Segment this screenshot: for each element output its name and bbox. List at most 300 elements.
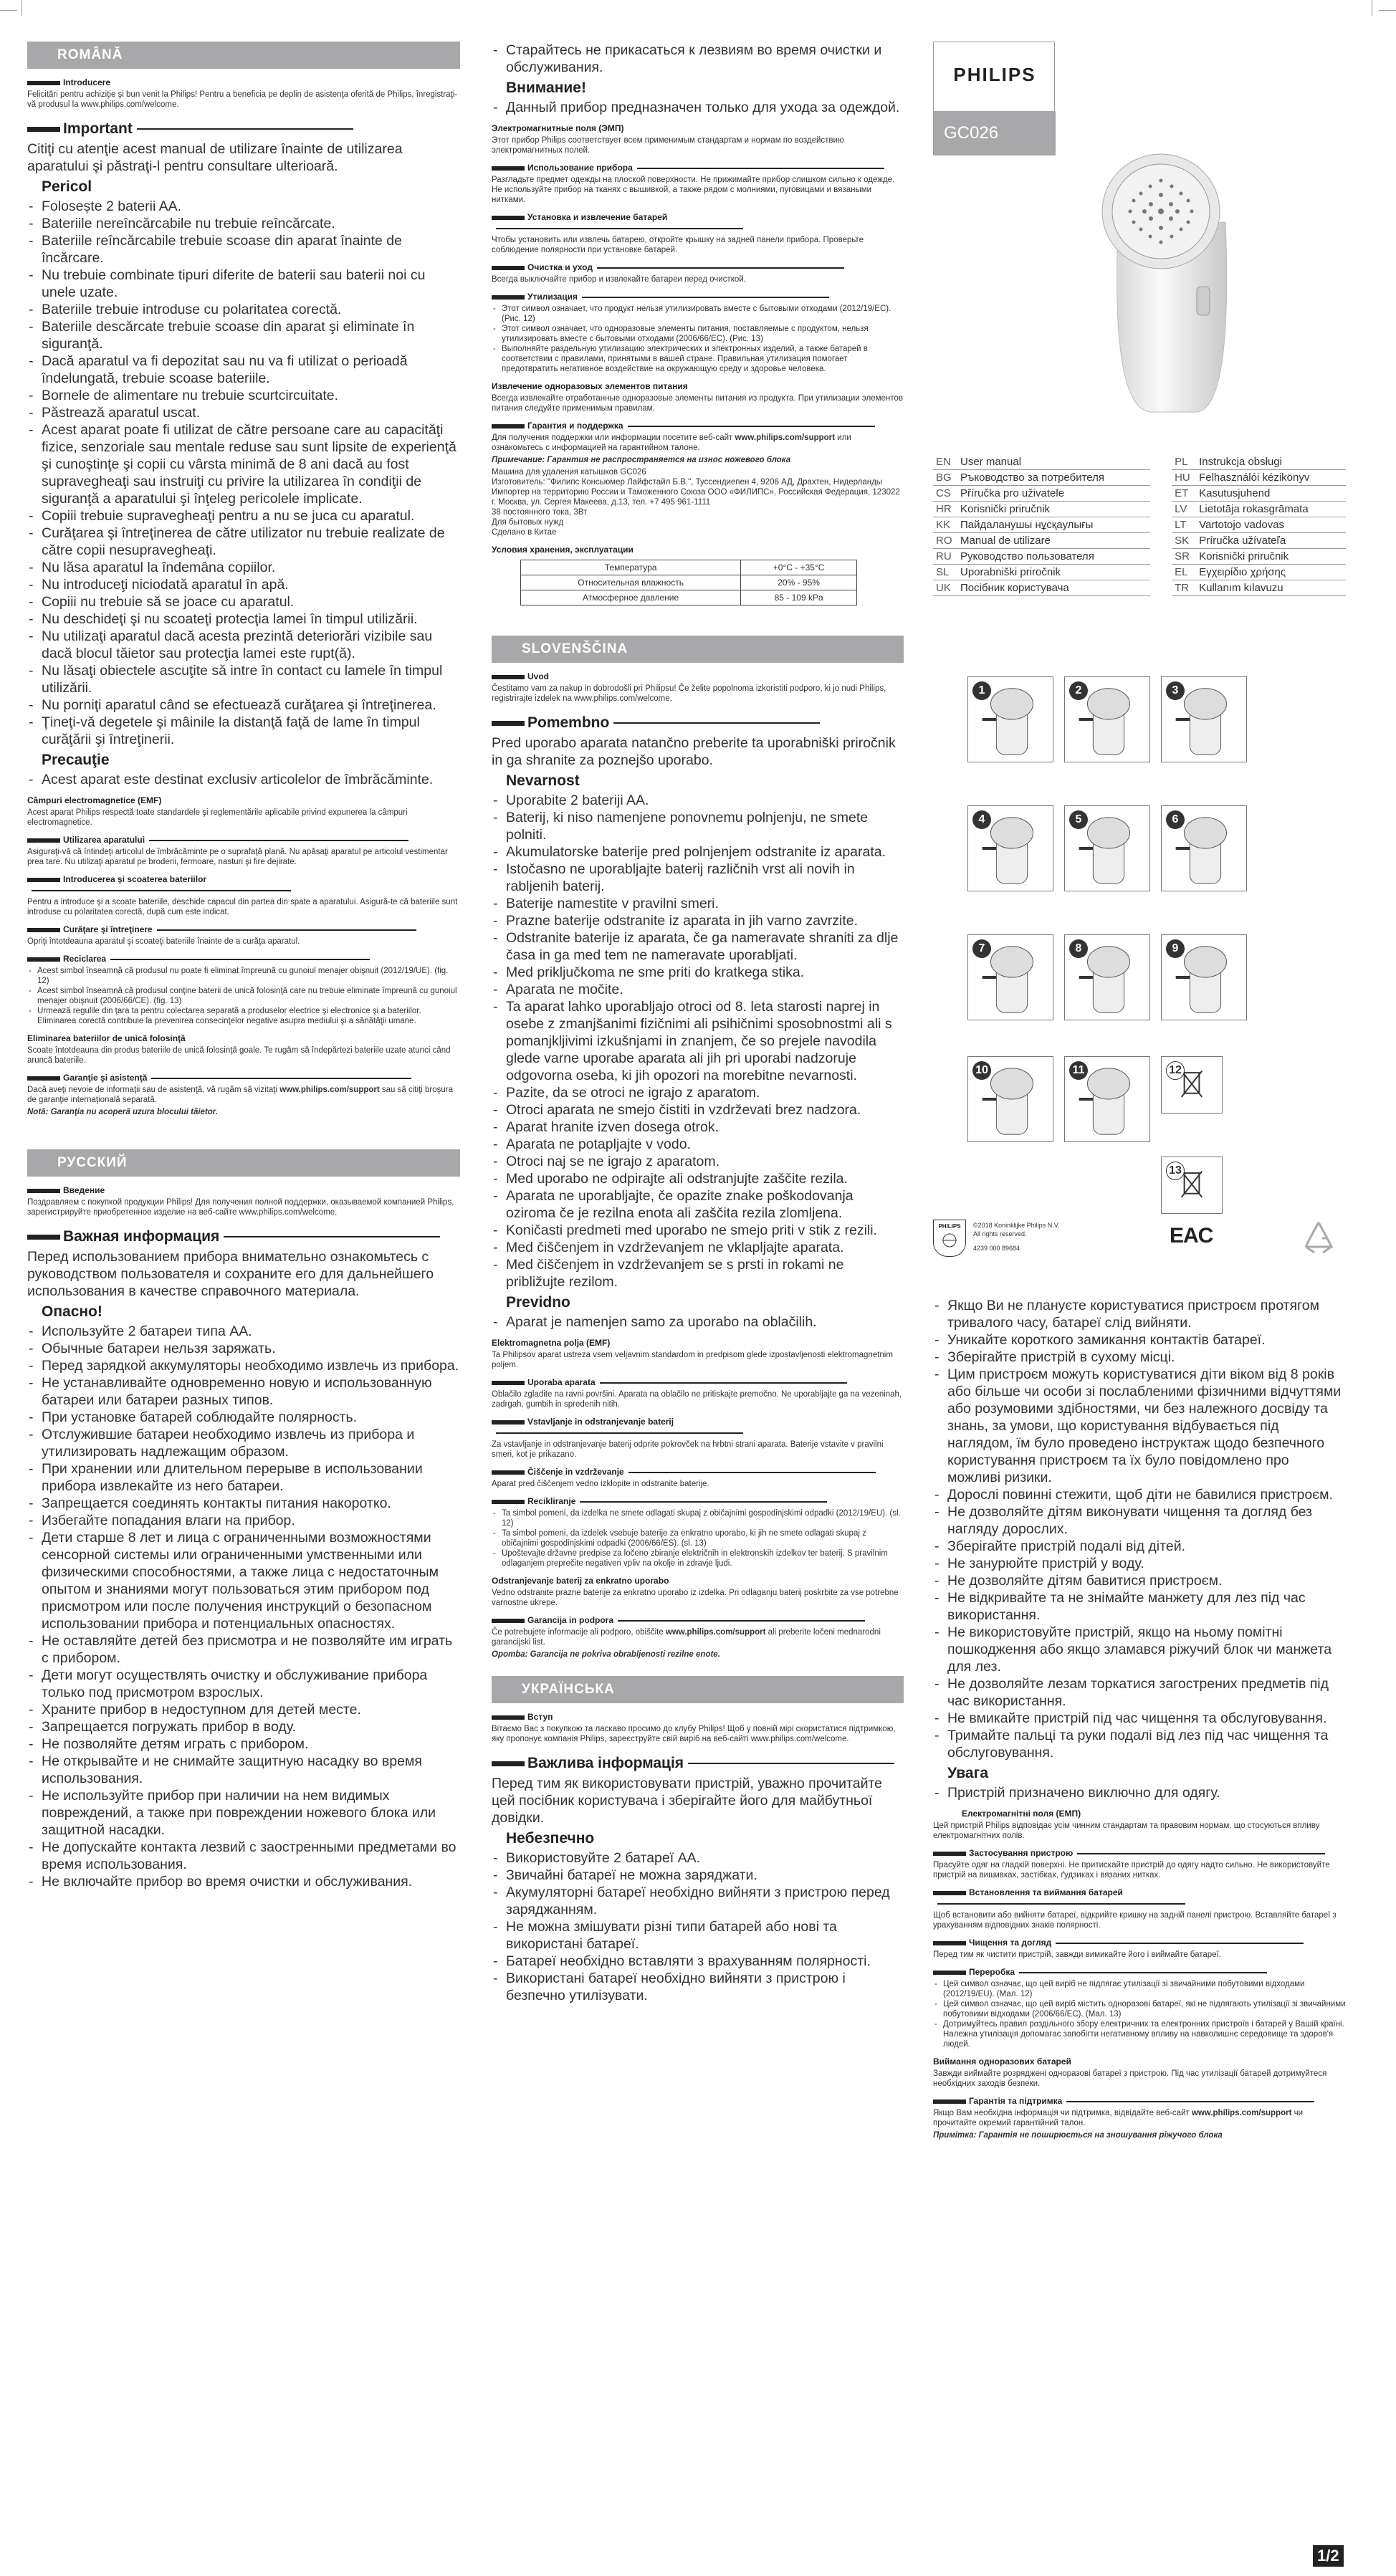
subheading: Увага [947, 1765, 989, 1781]
list-item: - Otroci aparata ne smejo čistiti in vzdrževati brez nadzora. [492, 1101, 904, 1119]
subheading: Pericol [42, 178, 92, 195]
list-item: - Цей символ означає, що цей виріб містить одноразові батареї, які не підлягають утилізації зі звичайними побутовими відходами (2006/66/EC). (Мал. 13) [933, 1999, 1346, 2019]
list-item: - Nu utilizaţi aparatul dacă acesta prezintă deteriorări vizibile sau dacă blocul tăietor sau protecţia lamei este rupt(ă). [27, 628, 460, 662]
manual-row [933, 549, 1346, 565]
list-item: - Upoštevajte državne predpise za ločeno zbiranje električnih in elektronskih izdelkov ter baterij. S pravilnim odlaganjem preprečite negativen vpliv na okolje in zdravje ljudi. [492, 1548, 904, 1569]
manual-title: Korisnički priručnik [1196, 549, 1346, 565]
subheading: Внимание! [506, 80, 586, 96]
heading: Recikliranje [492, 1496, 904, 1507]
list-item: - Отслужившие батареи необходимо извлечь из прибора и утилизировать надлежащим образом. [27, 1426, 460, 1460]
list-item: - Выполняйте раздельную утилизацию электрических и электронных изделий, а также батарей в соответствии с правилами, принятыми в вашей стране. Правильная утилизация помогает предотвратить негативное воздействие на окружающую среду и здоровье человека. [492, 344, 904, 374]
heading: Чищення та догляд [933, 1938, 1346, 1948]
manual-title: Εγχειρίδιο χρήσης [1196, 565, 1346, 580]
list-item: - Не позволяйте детям играть с прибором. [27, 1735, 460, 1753]
list-item: - Используйте 2 батареи типа АА. [27, 1323, 460, 1340]
paragraph: Прасуйте одяг на гладкій поверхні. Не притискайте пристрій до одягу надто сильно. Не використовуйте пристрій на вишивках, застібках, ґудзиках і вязаних нитках. [933, 1861, 1330, 1880]
list-item: - Дети могут осуществлять очистку и обслуживание прибора только под присмотром взрослых. [27, 1667, 460, 1701]
paragraph: Čestitamo vam za nakup in dobrodošli pri Philipsu! Če želite popolnoma izkoristiti podporo, ki jo nudi Philips, registrirajte izdelek na www.philips.com/welcome. [492, 684, 886, 703]
figure-number: 11 [1069, 1061, 1088, 1080]
heading: Виймання одноразових батарей [933, 2057, 1071, 2067]
language-code: RU [933, 549, 957, 565]
paragraph: Щоб встановити або вийняти батареї, відкрийте кришку на задній панелі пристрою. Вставляйте батареї з урахуванням відповідних знаків полярності. [933, 1911, 1337, 1930]
paragraph: Ta Philipsov aparat ustreza vsem veljavnim standardom in predpisom glede izpostavljenosti elektromagnetnim poljem. [492, 1351, 893, 1369]
illustration-12 [1161, 1056, 1223, 1114]
list-item: - Ta simbol pomeni, da izdelek vsebuje baterije za enkratno uporabo, ki jih ne smete odlagati skupaj z običajnimi gospodinjskimi odpadki (2006/66/ES). (sl. 13) [492, 1528, 904, 1548]
manual-title: Príručka užívateľa [1196, 533, 1346, 549]
rights: All rights reserved. [973, 1230, 1027, 1237]
manual-title: User manual [957, 454, 1150, 470]
manual-title: Ръководство за потребителя [957, 470, 1150, 486]
heading: Introducere [27, 77, 460, 88]
list-item: - Не включайте прибор во время очистки и обслуживания. [27, 1873, 460, 1890]
list-item: - Цим пристроєм можуть користуватися діти віком від 8 років або більше чи особи зі послабленими фізичними відчуттями або розумовими здібностями, чи без належного досвіду та знань, за умови, що користування відбувається під наглядом, їм було проведено інструктаж щодо безпечного користування пристроєм та їх було повідомлено про можливі ризики. [933, 1366, 1346, 1486]
list-item: - Aparata ne močite. [492, 981, 904, 998]
paragraph: Felicitări pentru achiziţie şi bun venit la Philips! Pentru a beneficia pe deplin de asistenţa oferită de Philips, înregistraţi-vă produsul la www.philips.com/welcome. [27, 90, 458, 109]
heading: Использование прибора [492, 163, 904, 173]
paragraph: Citiţi cu atenţie acest manual de utilizare înainte de utilizarea aparatului şi păstraţi-l pentru consultare ulterioară. [27, 141, 403, 174]
illustration-2 [1064, 676, 1150, 762]
list-item: - Koničasti predmeti med uporabo ne smejo priti v stik z rezili. [492, 1222, 904, 1239]
bullet-list [492, 304, 904, 374]
spacer [1150, 565, 1172, 580]
language-code: RO [933, 533, 957, 549]
paragraph: Перед тим як чистити пристрій, завжди вимикайте його і виймайте батареї. [933, 1950, 1221, 1959]
list-item: - Pazite, da se otroci ne igrajo z aparatom. [492, 1084, 904, 1101]
spacer [1150, 470, 1172, 486]
list-item: - Nu deschideţi şi nu scoateţi protecţia lamei în timpul utilizării. [27, 611, 460, 628]
table-row [521, 590, 857, 605]
paragraph: Разгладьте предмет одежды на плоской поверхности. Не прижимайте прибор слишком сильно к одежде. Не используйте прибор на тканях с вышивкой, а также рядом с молниями, пуговицами и вязаными нитками. [492, 176, 895, 204]
manual-row [933, 580, 1346, 596]
paragraph: Asiguraţi-vă că întindeţi articolul de îmbrăcăminte pe o suprafaţă plană. Nu apăsaţi aparatul pe articolul vestimentar prea tare. Nu utilizaţi aparatul pe broderii, fermoare, nasturi şi fire dejirate. [27, 848, 448, 866]
heading: Elektromagnetna polja (EMF) [492, 1338, 611, 1348]
figure-number: 6 [1166, 810, 1185, 829]
list-item: - Зберігайте пристрій подалі від дітей. [933, 1538, 1346, 1555]
list-item: - Якщо Ви не плануєте користуватися пристроєм протягом тривалого часу, батареї слід вийняти. [933, 1297, 1346, 1331]
figure-number: 3 [1166, 681, 1185, 700]
list-item: - Избегайте попадания влаги на прибор. [27, 1512, 460, 1529]
table-cell: Относительная влажность [521, 575, 741, 590]
list-item: - Aparata ne uporabljajte, če opazite znake poškodovanja oziroma če je rezilna enota ali zaščita rezila zlomljena. [492, 1187, 904, 1222]
page-number: 1/2 [1313, 2545, 1344, 2567]
heading: Pomembno [492, 714, 904, 732]
maker-line: Изготовитель: "Филипс Консьюмер Лайфстайл Б.В.", Туссендиепен 4, 9206 АД, Драхтен, Нидерланды [492, 478, 883, 487]
list-item: - Acest aparat poate fi utilizat de către persoane care au capacităţi fizice, senzoriale sau mentale reduse sau sunt lipsite de experienţă şi cunoştinţe şi copii cu vârsta minimă de 8 ani dacă au fost supravegheaţi sau instruiţi cu privire la utilizarea în condiţii de siguranţă a aparatului şi înţeleg pericolele implicate. [27, 421, 460, 507]
list-item: - Акумуляторні батареї необхідно вийняти з пристрою перед заряджанням. [492, 1884, 904, 1918]
paragraph: Всегда выключайте прибор и извлекайте батареи перед очисткой. [492, 275, 746, 284]
section-header-russian: РУССКИЙ [27, 1149, 460, 1177]
bullet-list [933, 1784, 1346, 1801]
heading: Электромагнитные поля (ЭМП) [492, 123, 624, 133]
manual-row [933, 533, 1346, 549]
manual-title: Lietotāja rokasgrāmata [1196, 502, 1346, 517]
column-3-text [933, 1297, 1346, 2142]
philips-logo: PHILIPS [953, 64, 1036, 85]
list-item: - Bornele de alimentare nu trebuie scurtcircuitate. [27, 387, 460, 404]
manual-title: Vartotojo vadovas [1196, 517, 1346, 533]
heading: Очистка и уход [492, 262, 904, 273]
table-cell: Атмосферное давление [521, 590, 741, 605]
bullet-list [27, 1323, 460, 1890]
list-item: - Не вмикайте пристрій під час чищення та обслуговування. [933, 1710, 1346, 1727]
bullet-list [933, 1979, 1346, 2049]
paragraph: Всегда извлекайте отработанные одноразовые элементы питания из продукта. При утилизации элементов питания следуйте применимым правилам. [492, 394, 903, 413]
manual-row [933, 486, 1346, 502]
language-code: PL [1172, 454, 1196, 470]
heading: Встановлення та виймання батарей [933, 1887, 1346, 1909]
bullet-list [27, 966, 460, 1026]
language-code: HR [933, 502, 957, 517]
heading: Garanţie şi asistenţă [27, 1073, 460, 1083]
list-item: - Prazne baterije odstranite iz aparata in jih varno zavrzite. [492, 912, 904, 929]
list-item: - Не используйте прибор при наличии на нем видимых повреждений, а также при повреждении ножевого блока или защитной насадки. [27, 1787, 460, 1839]
heading: Eliminarea bateriilor de unică folosinţă [27, 1033, 186, 1043]
language-code: SR [1172, 549, 1196, 565]
heading: Установка и извлечение батарей [492, 212, 904, 234]
illustration-13 [1161, 1157, 1223, 1214]
list-item: - Nu trebuie combinate tipuri diferite de baterii sau baterii noi cu unele uzate. [27, 267, 460, 301]
language-code: LV [1172, 502, 1196, 517]
bullet-list [27, 198, 460, 748]
paragraph: Dacă aveţi nevoie de informaţii sau de asistenţă, vă rugăm să vizitaţi www.philips.com/support sau să citiţi broşura de garanţie internaţională separată. [27, 1086, 453, 1104]
list-item: - Використані батареї необхідно вийняти з пристрою і безпечно утилізувати. [492, 1970, 904, 2004]
note: Примечание: Гарантия не распространяется на износ ножевого блока [492, 456, 791, 464]
list-item: - Не дозволяйте дітям бавитися пристроєм. [933, 1572, 1346, 1589]
list-item: - Не можна змішувати різні типи батарей або нові та використані батареї. [492, 1918, 904, 1953]
doc-code: 4239 000 89684 [973, 1245, 1020, 1252]
heading: Утилизация [492, 292, 904, 302]
figure-number: 10 [972, 1061, 991, 1080]
spacer [1150, 486, 1172, 502]
heading: Переробка [933, 1967, 1346, 1978]
column-1 [27, 42, 460, 1890]
heading: Čiščenje in vzdrževanje [492, 1467, 904, 1478]
list-item: - Bateriile descărcate trebuie scoase din aparat şi eliminate în siguranţă. [27, 318, 460, 353]
heading: Гарантия и поддержка [492, 421, 904, 431]
bullet-list [492, 99, 904, 116]
list-item: - Med priključkoma ne sme priti do kratkega stika. [492, 964, 904, 981]
list-item: - Nu lăsaţi obiectele ascuţite să intre în contact cu lamele în timpul utilizării. [27, 662, 460, 696]
figure-number: 13 [1166, 1162, 1185, 1180]
illustration-10 [967, 1056, 1053, 1142]
table-row [521, 560, 857, 575]
language-code: SK [1172, 533, 1196, 549]
manual-title: Kullanım kılavuzu [1196, 580, 1346, 596]
figure-number: 9 [1166, 939, 1185, 958]
list-item: - Uporabite 2 bateriji AA. [492, 792, 904, 809]
paragraph: Этот прибор Philips соответствует всем применимым стандартам и нормам по воздействию электромагнитных полей. [492, 136, 844, 155]
list-item: - Этот символ означает, что одноразовые элементы питания, поставляемые с продуктом, нельзя утилизировать вместе с бытовыми отходами (2006/66/EC). (Рис. 13) [492, 324, 904, 344]
paragraph: Якщо Вам необхідна інформація чи підтримка, відвідайте веб-сайт www.philips.com/support чи прочитайте окремий гарантійний талон. [933, 2109, 1304, 2127]
subheading: Precauţie [42, 752, 110, 768]
language-code: ET [1172, 486, 1196, 502]
footer-block [933, 1218, 1346, 1261]
list-item: - Запрещается погружать прибор в воду. [27, 1718, 460, 1735]
paragraph: Oblačilo zgladite na ravni površini. Aparata na oblačilo ne pritiskajte premočno. Ne uporabljajte ga na vezeninah, zadrgah, gumbih in spredenih nitih. [492, 1390, 902, 1409]
illustration-3 [1161, 676, 1247, 762]
support-link[interactable]: www.philips.com/support [279, 1086, 380, 1094]
illustration-1 [967, 676, 1053, 762]
list-item: - Med uporabo ne odpirajte ali odstranjujte zaščite rezila. [492, 1170, 904, 1187]
list-item: - Дорослі повинні стежити, щоб діти не бавилися пристроєм. [933, 1486, 1346, 1503]
table-cell: 20% - 95% [741, 575, 857, 590]
support-link[interactable]: www.philips.com/support [735, 434, 835, 442]
manual-title: Příručka pro uživatele [957, 486, 1150, 502]
list-item: - Bateriile reîncărcabile trebuie scoase din aparat înainte de încărcare. [27, 232, 460, 267]
list-item: - Acest aparat este destinat exclusiv articolelor de îmbrăcăminte. [27, 771, 460, 788]
manual-title: Kasutusjuhend [1196, 486, 1346, 502]
paragraph: Поздравляем с покупкой продукции Philips! Для получения полной поддержки, оказываемой компанией Philips, зарегистрируйте приобретенное изделие на веб-сайте www.philips.com/welcome. [27, 1198, 454, 1217]
footer-logo-text: PHILIPS [938, 1223, 961, 1230]
shield-star-icon [939, 1230, 960, 1251]
heading: Reciclarea [27, 954, 460, 964]
eac-mark: EAC [1170, 1224, 1213, 1248]
note: Примітка: Гарантія не поширюється на зношування ріжучого блока [933, 2131, 1223, 2140]
language-code: SL [933, 565, 957, 580]
manual-row [933, 470, 1346, 486]
language-code: HU [1172, 470, 1196, 486]
crop-mark [21, 0, 22, 16]
copyright: ©2018 Koninklijke Philips N.V. [973, 1222, 1060, 1229]
list-item: - Aparata ne potapljajte v vodo. [492, 1136, 904, 1153]
illustration-8 [1064, 934, 1150, 1020]
heading: Utilizarea aparatului [27, 835, 460, 846]
heading: Garancija in podpora [492, 1615, 904, 1626]
language-code: LT [1172, 517, 1196, 533]
language-code: CS [933, 486, 957, 502]
list-item: - Aparat je namenjen samo za uporabo na oblačilih. [492, 1313, 904, 1331]
manual-title: Instrukcja obsługi [1196, 454, 1346, 470]
list-item: - Bateriile trebuie introduse cu polaritatea corectă. [27, 301, 460, 318]
list-item: - Med čiščenjem in vzdrževanjem ne vklapljajte aparata. [492, 1239, 904, 1256]
list-item: - Baterij, ki niso namenjene ponovnemu polnjenju, ne smete polniti. [492, 809, 904, 843]
list-item: - Păstrează aparatul uscat. [27, 404, 460, 421]
manual-title: Korisnički priručnik [957, 502, 1150, 517]
list-item: - Звичайні батареї не можна заряджати. [492, 1867, 904, 1884]
list-item: - Уникайте короткого замикання контактів батареї. [933, 1331, 1346, 1349]
list-item: - Nu introduceţi niciodată aparatul în apă. [27, 576, 460, 593]
manual-title: Посібник користувача [957, 580, 1150, 596]
list-item: - Обычные батареи нельзя заряжать. [27, 1340, 460, 1357]
list-item: - Храните прибор в недоступном для детей месте. [27, 1701, 460, 1718]
figure-number: 12 [1166, 1061, 1185, 1080]
heading: Uporaba aparata [492, 1377, 904, 1388]
illustration-9 [1161, 934, 1247, 1020]
heading: Условия хранения, эксплуатации [492, 545, 634, 555]
paragraph: Pentru a introduce şi a scoate bateriile, deschide capacul din partea din spate a aparatului. Asigură-te că bateriile sunt introduse cu polaritatea corectă, după cum este indicat. [27, 898, 458, 916]
list-item: - Цей символ означає, що цей виріб не підлягає утилізації зі звичайними побутовими відходами (2012/19/EU). (Мал. 12) [933, 1979, 1346, 1999]
heading: Застосування пристрою [933, 1848, 1346, 1859]
list-item: - Не оставляйте детей без присмотра и не позволяйте им играть с прибором. [27, 1632, 460, 1667]
paragraph: Цей пристрій Philips відповідає усім чинним стандартам та правовим нормам, що стосуються впливу електромагнітних полів. [933, 1821, 1320, 1840]
list-item: - Otroci naj se ne igrajo z aparatom. [492, 1153, 904, 1170]
maker-line: 38 постоянного тока, 3Вт [492, 508, 588, 517]
manual-title: Руководство пользователя [957, 549, 1150, 565]
note: Opomba: Garancija ne pokriva obrabljenosti rezilne enote. [492, 1650, 720, 1659]
maker-line: Сделано в Китае [492, 528, 557, 537]
figure-number: 2 [1069, 681, 1088, 700]
list-item: - При хранении или длительном перерыве в использовании прибора извлекайте из него батареи. [27, 1460, 460, 1495]
manual-title: Manual de utilizare [957, 533, 1150, 549]
paragraph: Для получения поддержки или информации посетите веб-сайт www.philips.com/support или ознакомьтесь с информацией на гарантийном талоне. [492, 434, 851, 452]
list-item: - Не устанавливайте одновременно новую и использованную батареи или батареи разных типов. [27, 1374, 460, 1409]
maker-line: Машина для удаления катышков GC026 [492, 468, 646, 477]
list-item: - Використовуйте 2 батареї АА. [492, 1849, 904, 1867]
list-item: - Дети старше 8 лет и лица с ограниченными возможностями сенсорной системы или ограниченными умственными или физическими способностями, а также лица с недостаточным опытом и знаниями могут пользоваться этим прибором под присмотром или после получения инструкций о безопасном использовании прибора и потенциальных опасностях. [27, 1529, 460, 1632]
list-item: - Bateriile nereîncărcabile nu trebuie reîncărcate. [27, 215, 460, 232]
paragraph: Če potrebujete informacije ali podporo, obiščite www.philips.com/support ali preberite ločeni mednarodni garancijski list. [492, 1628, 881, 1647]
table-row [521, 575, 857, 590]
heading: Important [27, 120, 460, 138]
list-item: - Дотримуйтесь правил роздільного збору електричних та електронних пристроїв і батарей у Вашій країні. Належна утилізація допомагає запобігти негативному впливу на навколишнє середовище та здоров'я людей. [933, 2019, 1346, 2049]
illustration-11 [1064, 1056, 1150, 1142]
illustration-6 [1161, 805, 1247, 891]
bullet-list [933, 1297, 1346, 1761]
figure-number: 4 [972, 810, 991, 829]
figure-number: 7 [972, 939, 991, 958]
bullet-list [492, 1849, 904, 2004]
bullet-list [492, 1508, 904, 1569]
heading: Важная информация [27, 1227, 460, 1245]
heading: Електромагнітні поля (ЕМП) [962, 1809, 1081, 1819]
paragraph: Scoate întotdeauna din produs bateriile de unică folosinţă goale. Te rugăm să îndepărtezi bateriile uzate atunci când aruncă bateriile. [27, 1046, 451, 1065]
manual-row [933, 502, 1346, 517]
manual-row [933, 565, 1346, 580]
list-item: - Не відкривайте та не знімайте манжету для лез під час використання. [933, 1589, 1346, 1624]
subheading: Опасно! [42, 1303, 102, 1320]
paragraph: Vedno odstranite prazne baterije za enkratno uporabo iz izdelka. Pri odlaganju baterij poskrbite za vse potrebne varnostne ukrepe. [492, 1589, 899, 1607]
illustration-5 [1064, 805, 1150, 891]
illustration-7 [967, 934, 1053, 1020]
philips-shield-logo [933, 1220, 966, 1257]
figure-number: 8 [1069, 939, 1088, 958]
paragraph: Завжди виймайте розряджені одноразові батареї з пристрою. Під час утилізації батарей дотримуйтеся необхідних заходів безпеки. [933, 2069, 1327, 2088]
list-item: - Copiii nu trebuie să se joace cu aparatul. [27, 593, 460, 611]
list-item: - Ta aparat lahko uporabljajo otroci od 8. leta starosti naprej in osebe z zmanjšanimi fizičnimi ali psihičnimi sposobnostmi ali s pomanjkljivimi izkušnjami in znanjem, če so prejele navodila glede varne uporabe aparata ali jih pri uporabi nadzoruje odgovorna oseba, ki jih opozori na morebitne nevarnosti. [492, 998, 904, 1084]
list-item: - Тримайте пальці та руки подалі від лез під час чищення та обслуговування. [933, 1727, 1346, 1761]
list-item: - Acest simbol înseamnă că produsul nu poate fi eliminat împreună cu gunoiul menajer obişnuit (2012/19/UE). (fig. 12) [27, 966, 460, 986]
column-2 [492, 42, 904, 2004]
paragraph: Opriţi întotdeauna aparatul şi scoateţi bateriile înainte de a curăţa aparatul. [27, 937, 300, 946]
maker-line: Импортер на территорию России и Таможенного Союза ООО «ФИЛИПС», Российская Федерация, 123022 г. Москва, ул. Сергея Макеева, д.13, тел. +7 495 961-1111 [492, 488, 900, 507]
paragraph: Перед тим як використовувати пристрій, уважно прочитайте цей посібник користувача і зберігайте його для майбутньої довідки. [492, 1776, 883, 1826]
table-cell: Температура [521, 560, 741, 575]
list-item: - Не дозволяйте лезам торкатися загострених предметів під час використання. [933, 1675, 1346, 1710]
paragraph: Aparat pred čiščenjem vedno izklopite in odstranite baterije. [492, 1480, 709, 1488]
list-item: - Nu porniţi aparatul când se efectuează curăţarea şi întreţinerea. [27, 696, 460, 714]
paragraph: Za vstavljanje in odstranjevanje baterij odprite pokrovček na hrbtni strani aparata. Baterije vstavite v pravilni smeri, kot je prikazano. [492, 1440, 884, 1459]
heading: Важлива інформація [492, 1754, 904, 1772]
figure-number: 5 [1069, 810, 1088, 829]
list-item: - Пристрій призначено виключно для одягу. [933, 1784, 1346, 1801]
list-item: - Aparat hranite izven dosega otrok. [492, 1119, 904, 1136]
subheading: Nevarnost [506, 772, 580, 789]
paragraph: Pred uporabo aparata natančno preberite ta uporabniški priročnik in ga shranite za poznejšo uporabo. [492, 735, 896, 768]
maker-info [492, 467, 904, 537]
list-item: - Nu lăsa aparatul la îndemâna copiilor. [27, 559, 460, 576]
table-cell: 85 - 109 kPa [741, 590, 857, 605]
language-code: UK [933, 580, 957, 596]
bullet-list [492, 792, 904, 1291]
bullet-list [492, 1313, 904, 1331]
heading: Uvod [492, 671, 904, 682]
paragraph: Перед использованием прибора внимательно ознакомьтесь с руководством пользователя и сохраните его для дальнейшего использования в качестве справочного материала. [27, 1249, 434, 1299]
brand-box [933, 42, 1055, 155]
list-item: - При установке батарей соблюдайте полярность. [27, 1409, 460, 1426]
spacer [1150, 533, 1172, 549]
section-header-slovenian: SLOVENŠČINA [492, 636, 904, 663]
list-item: - Urmează regulile din ţara ta pentru colectarea separată a produselor electrice şi electronice şi a bateriilor. Eliminarea corectă contribuie la prevenirea consecinţelor negative asupra mediului şi a sănătăţii umane. [27, 1006, 460, 1026]
paragraph: Вітаємо Вас з покупкою та ласкаво просимо до клубу Philips! Щоб у повній мірі скористатися підтримкою, яку пропонує компанія Philips, зареєструйте свій виріб на веб-сайті www.philips.com/welcome. [492, 1725, 896, 1743]
list-item: - Не дозволяйте дітям виконувати чищення та догляд без нагляду дорослих. [933, 1503, 1346, 1538]
list-item: - Dacă aparatul va fi depozitat sau nu va fi utilizat o perioadă îndelungată, trebuie scoase bateriile. [27, 353, 460, 387]
list-item: - Folosește 2 baterii AA. [27, 198, 460, 215]
list-item: - Запрещается соединять контакты питания накоротко. [27, 1495, 460, 1512]
heading: Introducerea şi scoaterea bateriilor [27, 874, 460, 896]
paragraph: Чтобы установить или извлечь батарею, откройте крышку на задней панели прибора. Проверьте соблюдение полярности при установке батарей. [492, 236, 864, 254]
section-header-romanian: ROMÂNĂ [27, 42, 460, 69]
list-item: - Батареї необхідно вставляти з врахуванням полярності. [492, 1953, 904, 1970]
list-item: - Copiii trebuie supravegheaţi pentru a nu se juca cu aparatul. [27, 507, 460, 525]
spacer [1150, 580, 1172, 596]
list-item: - Akumulatorske baterije pred polnjenjem odstranite iz aparata. [492, 843, 904, 861]
list-item: - Зберігайте пристрій в сухому місці. [933, 1349, 1346, 1366]
recycle-icon [1299, 1218, 1339, 1258]
language-code: EL [1172, 565, 1196, 580]
paragraph: Acest aparat Philips respectă toate standardele şi reglementările aplicabile privind expunerea la câmpuri electromagnetice. [27, 808, 408, 827]
storage-table [520, 560, 857, 605]
list-item: - Перед зарядкой аккумуляторы необходимо извлечь из прибора. [27, 1357, 460, 1374]
manual-title: Uporabniški priročnik [957, 565, 1150, 580]
heading: Câmpuri electromagnetice (EMF) [27, 795, 162, 805]
list-item: - Не открывайте и не снимайте защитную насадку во время использования. [27, 1753, 460, 1787]
heading: Curăţare şi întreţinere [27, 924, 460, 935]
bullet-list [27, 771, 460, 788]
list-item: - Не допускайте контакта лезвий с заостренными предметами во время использования. [27, 1839, 460, 1873]
subheading: Previdno [506, 1294, 570, 1311]
list-item: - Старайтесь не прикасаться к лезвиям во время очистки и обслуживания. [492, 42, 904, 76]
heading: Вступ [492, 1712, 904, 1723]
list-item: - Этот символ означает, что продукт нельзя утилизировать вместе с бытовыми отходами (2012/19/EC). (Рис. 12) [492, 304, 904, 324]
heading: Извлечение одноразовых элементов питания [492, 381, 688, 391]
figure-number: 1 [972, 681, 991, 700]
table-cell: +0°С - +35°С [741, 560, 857, 575]
language-code: TR [1172, 580, 1196, 596]
heading: Введение [27, 1185, 460, 1196]
list-item: - Не занурюйте пристрій у воду. [933, 1555, 1346, 1572]
support-link[interactable]: www.philips.com/support [665, 1628, 766, 1637]
manual-language-list [933, 454, 1346, 596]
crop-mark [1379, 10, 1396, 11]
manual-title: Felhasználói kézikönyv [1196, 470, 1346, 486]
list-item: - Ţineţi-vă degetele şi mâinile la distanţă faţă de lame în timpul curăţării şi întreţinerii. [27, 714, 460, 748]
list-item: - Не використовуйте пристрій, якщо на ньому помітні пошкодження або якщо зламався ріжучий блок чи манжета для лез. [933, 1624, 1346, 1675]
maker-line: Для бытовых нужд [492, 518, 564, 527]
subheading: Небезпечно [506, 1830, 595, 1847]
support-link[interactable]: www.philips.com/support [1191, 2109, 1292, 2117]
manual-row [933, 454, 1346, 470]
heading: Гарантія та підтримка [933, 2096, 1346, 2107]
crop-mark [0, 10, 17, 11]
list-item: - Acest simbol înseamnă că produsul conţine baterii de unică folosinţă care nu trebuie eliminate împreună cu gunoiul menajer obişnuit (2006/66/CE). (fig. 13) [27, 986, 460, 1006]
language-code: EN [933, 454, 957, 470]
heading: Vstavljanje in odstranjevanje baterij [492, 1417, 904, 1438]
manual-title: Пайдаланушы нұсқаулығы [957, 517, 1150, 533]
note: Notă: Garanţia nu acoperă uzura blocului tăietor. [27, 1108, 218, 1116]
list-item: - Ta simbol pomeni, da izdelka ne smete odlagati skupaj z običajnimi gospodinjskimi odpadki (2012/19/EU). (sl. 12) [492, 1508, 904, 1528]
spacer [1150, 454, 1172, 470]
illustration-4 [967, 805, 1053, 891]
